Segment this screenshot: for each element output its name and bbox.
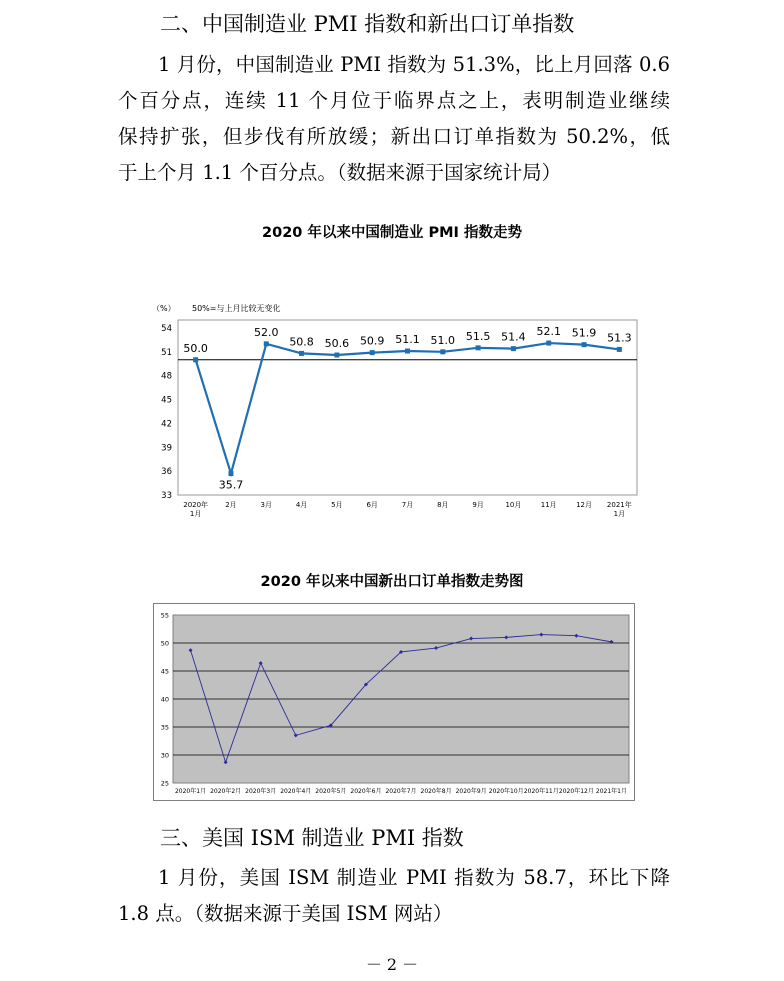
pmi-data-label: 51.5 [465, 329, 491, 343]
export-y-tick-label: 40 [160, 695, 169, 704]
pmi-unit-label: （%） [152, 304, 176, 313]
export-x-tick-label: 2020年4月 [280, 788, 312, 795]
pmi-data-point [370, 350, 375, 355]
pmi-x-tick-label: 8月 [437, 501, 449, 509]
export-chart-title: 2020 年以来中国新出口订单指数走势图 [260, 574, 524, 590]
pmi-x-tick-label: 10月 [505, 501, 522, 509]
pmi-series-line [196, 343, 620, 473]
export-x-tick-label: 2020年8月 [420, 788, 452, 795]
pmi-plot-frame [178, 320, 637, 495]
paragraph-us-ism [118, 860, 670, 932]
pmi-data-label: 50.6 [324, 337, 350, 350]
pmi-y-tick-label: 39 [161, 443, 172, 454]
export-y-tick-label: 35 [160, 723, 169, 732]
export-orders-chart [153, 603, 635, 801]
pmi-chart [140, 296, 640, 536]
pmi-data-point [476, 345, 481, 350]
paragraph-line: 个百分点，连续 11 个月位于临界点之上，表明制造业继续 [118, 89, 670, 112]
pmi-y-tick-label: 54 [161, 323, 172, 334]
export-x-tick-label: 2020年9月 [455, 788, 487, 795]
export-x-tick-label: 2020年1月 [174, 788, 207, 795]
paragraph-line: 1 月份，中国制造业 PMI 指数为 51.3%，比上月回落 0.6 [158, 53, 670, 76]
pmi-x-tick-label: 7月 [401, 501, 414, 509]
pmi-data-point [511, 346, 516, 351]
paragraph-china-pmi [118, 47, 670, 191]
pmi-data-label: 50.8 [289, 335, 314, 349]
pmi-x-tick-label: 5月 [331, 501, 343, 509]
export-x-tick-label: 2020年6月 [350, 788, 382, 795]
pmi-x-tick-label: 6月 [366, 501, 378, 509]
section-heading-us-ism: 三、美国 ISM 制造业 PMI 指数 [160, 826, 464, 850]
paragraph-line: 1 月份，美国 ISM 制造业 PMI 指数为 58.7，环比下降 [158, 866, 670, 889]
pmi-data-point [299, 351, 304, 356]
export-x-tick-label: 2020年3月 [245, 788, 277, 795]
pmi-data-point [546, 341, 551, 346]
export-x-tick-label: 2020年11月 [523, 788, 559, 795]
pmi-x-tick-label: 2月 [225, 501, 237, 509]
paragraph-line: 于上个月 1.1 个百分点。（数据来源于国家统计局） [118, 161, 562, 184]
pmi-x-tick-label: 12月 [576, 501, 592, 509]
export-y-tick-label: 55 [160, 611, 169, 620]
paragraph-line: 1.8 点。（数据来源于美国 ISM 网站） [118, 902, 453, 925]
pmi-x-tick-label: 3月 [260, 501, 273, 509]
pmi-data-label: 52.0 [254, 325, 279, 339]
pmi-data-label: 50.0 [183, 341, 208, 355]
pmi-data-point [617, 347, 622, 352]
export-y-tick-label: 50 [160, 639, 169, 648]
export-x-tick-label: 2020年2月 [210, 788, 242, 795]
pmi-data-label: 51.3 [607, 331, 632, 345]
pmi-data-point [228, 471, 233, 476]
pmi-data-label: 52.1 [536, 325, 561, 339]
export-y-tick-label: 25 [160, 779, 169, 788]
pmi-data-point [405, 349, 410, 354]
pmi-data-point [440, 349, 445, 354]
export-x-tick-label: 2020年12月 [558, 788, 594, 795]
pmi-x-tick-label: 9月 [472, 501, 484, 509]
export-x-tick-label: 2020年10月 [488, 788, 524, 795]
pmi-x-tick-label: 11月 [540, 501, 557, 509]
pmi-data-point [193, 357, 198, 362]
pmi-y-tick-label: 36 [161, 467, 172, 478]
pmi-data-label: 50.9 [359, 334, 385, 348]
pmi-y-tick-label: 45 [161, 395, 172, 406]
pmi-data-label: 51.9 [571, 326, 597, 340]
pmi-data-label: 51.4 [501, 330, 526, 344]
paragraph-line: 保持扩张，但步伐有所放缓；新出口订单指数为 50.2%，低 [118, 125, 670, 148]
export-x-tick-label: 2020年7月 [385, 788, 417, 795]
export-y-tick-label: 30 [160, 751, 169, 760]
pmi-y-tick-label: 51 [161, 347, 172, 358]
pmi-y-tick-label: 33 [161, 491, 172, 501]
pmi-x-tick-label: 2021年 1月 [606, 501, 632, 518]
pmi-data-label: 35.7 [218, 478, 244, 492]
pmi-x-tick-label: 4月 [295, 501, 308, 509]
pmi-data-point [334, 353, 339, 358]
pmi-chart-title: 2020 年以来中国制造业 PMI 指数走势 [262, 225, 522, 241]
pmi-y-tick-label: 42 [161, 419, 172, 430]
export-x-tick-label: 2020年5月 [315, 788, 347, 795]
pmi-data-point [264, 341, 269, 346]
pmi-x-tick-label: 2020年 1月 [183, 501, 209, 518]
section-heading-china-pmi: 二、中国制造业 PMI 指数和新出口订单指数 [160, 12, 575, 36]
pmi-note-label: 50%=与上月比较无变化 [192, 304, 281, 313]
pmi-y-tick-label: 48 [161, 371, 172, 382]
pmi-data-label: 51.1 [395, 333, 420, 347]
export-x-tick-label: 2021年1月 [595, 788, 628, 795]
pmi-data-label: 51.0 [430, 333, 456, 347]
pmi-data-point [582, 342, 587, 347]
export-y-tick-label: 45 [160, 667, 169, 676]
page-number: － 2 － [365, 955, 419, 974]
